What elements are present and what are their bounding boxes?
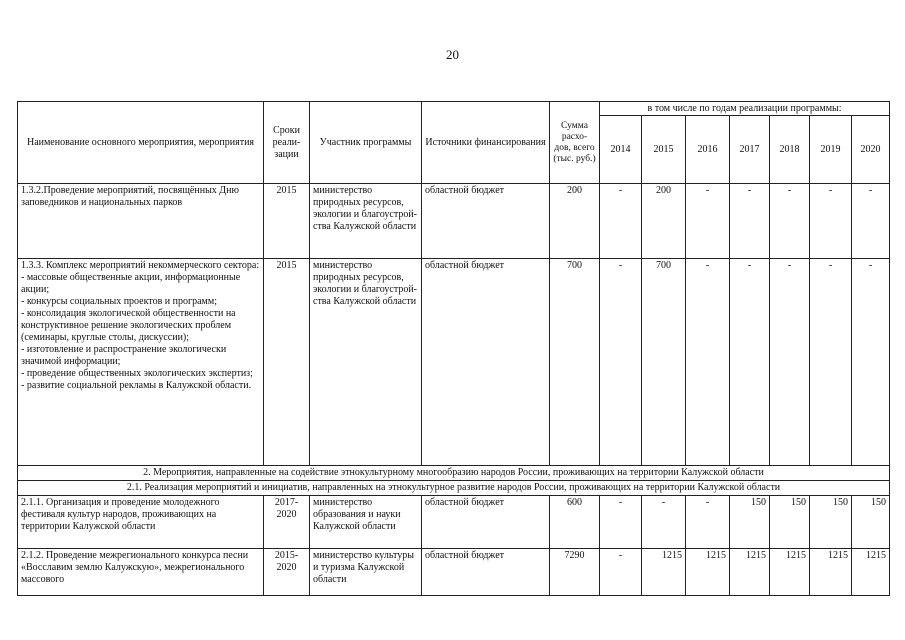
activity-source: областной бюджет (422, 184, 550, 259)
header-years-group: в том числе по годам реализации программы: (600, 102, 890, 116)
activity-participant: министерство природных ресурсов, экологии и благоустрой-ства Калужской области (310, 259, 422, 466)
year-value: 150 (810, 496, 852, 549)
activity-term: 2017-2020 (264, 496, 310, 549)
table-row (18, 259, 890, 466)
year-value: - (770, 184, 810, 259)
subsection-row (18, 481, 890, 496)
year-value: - (852, 259, 890, 466)
program-activities-table (17, 101, 890, 596)
page-number: 20 (446, 47, 459, 62)
header-sources: Источники финансирования (422, 102, 550, 184)
activity-participant: министерство образования и науки Калужской области (310, 496, 422, 549)
activity-sum: 600 (550, 496, 600, 549)
header-year: 2019 (810, 116, 852, 184)
activity-term: 2015 (264, 259, 310, 466)
year-value: - (686, 496, 730, 549)
year-value: - (730, 184, 770, 259)
year-value: 1215 (730, 549, 770, 596)
year-value: 700 (642, 259, 686, 466)
year-value: - (810, 184, 852, 259)
year-value: - (730, 259, 770, 466)
year-value: - (770, 259, 810, 466)
year-value: - (600, 549, 642, 596)
table-row (18, 184, 890, 259)
year-value: 1215 (770, 549, 810, 596)
activity-name: 2.1.1. Организация и проведение молодежного фестиваля культур народов, проживающих на территории Калужской области (18, 496, 264, 549)
activity-term: 2015 (264, 184, 310, 259)
table-row (18, 549, 890, 596)
header-name: Наименование основного мероприятия, мероприятия (18, 102, 264, 184)
subsection-2-1-title: 2.1. Реализация мероприятий и инициатив, направленных на этнокультурное развитие народов России, проживающих на территории Калужской области (18, 481, 890, 496)
activity-source: областной бюджет (422, 549, 550, 596)
year-value: - (810, 259, 852, 466)
year-value: - (600, 184, 642, 259)
year-value: 150 (852, 496, 890, 549)
header-participant: Участник программы (310, 102, 422, 184)
header-year: 2020 (852, 116, 890, 184)
year-value: 1215 (810, 549, 852, 596)
header-year: 2018 (770, 116, 810, 184)
header-year: 2015 (642, 116, 686, 184)
year-value: 1215 (852, 549, 890, 596)
header-year: 2014 (600, 116, 642, 184)
header-year: 2016 (686, 116, 730, 184)
activity-sum: 700 (550, 259, 600, 466)
year-value: - (686, 184, 730, 259)
activity-source: областной бюджет (422, 259, 550, 466)
activity-sum: 7290 (550, 549, 600, 596)
header-year: 2017 (730, 116, 770, 184)
activity-sum: 200 (550, 184, 600, 259)
activity-term: 2015-2020 (264, 549, 310, 596)
year-value: 1215 (686, 549, 730, 596)
header-row (18, 102, 890, 116)
year-value: - (642, 496, 686, 549)
activity-participant: министерство природных ресурсов, экологии и благоустрой-ства Калужской области (310, 184, 422, 259)
section-2-title: 2. Мероприятия, направленные на содействие этнокультурному многообразию народов России, проживающих на территории Калужской области (18, 466, 890, 481)
activity-source: областной бюджет (422, 496, 550, 549)
year-value: 150 (770, 496, 810, 549)
header-terms: Сроки реали- зации (264, 102, 310, 184)
activity-participant: министерство культуры и туризма Калужской области (310, 549, 422, 596)
year-value: 1215 (642, 549, 686, 596)
header-sum: Сумма расхо- дов, всего (тыс. руб.) (550, 102, 600, 184)
activity-name: 2.1.2. Проведение межрегионального конкурса песни «Восславим землю Калужскую», межрегионального массового (18, 549, 264, 596)
year-value: - (686, 259, 730, 466)
year-value: 200 (642, 184, 686, 259)
table-row (18, 496, 890, 549)
year-value: 150 (730, 496, 770, 549)
year-value: - (852, 184, 890, 259)
activity-name: 1.3.2.Проведение мероприятий, посвящённых Дню заповедников и национальных парков (18, 184, 264, 259)
year-value: - (600, 496, 642, 549)
activity-name: 1.3.3. Комплекс мероприятий некоммерческого сектора: - массовые общественные акции, информационные акции; - конкурсы социальных проектов и программ; - консолидация экологической общественности на конструктивное решение экологических проблем (семинары, круглые столы, дискуссии); - изготовление и распространение экологически значимой информации; - проведение общественных экологических экспертиз; - развитие социальной рекламы в Калужской области. (18, 259, 264, 466)
year-value: - (600, 259, 642, 466)
section-row (18, 466, 890, 481)
